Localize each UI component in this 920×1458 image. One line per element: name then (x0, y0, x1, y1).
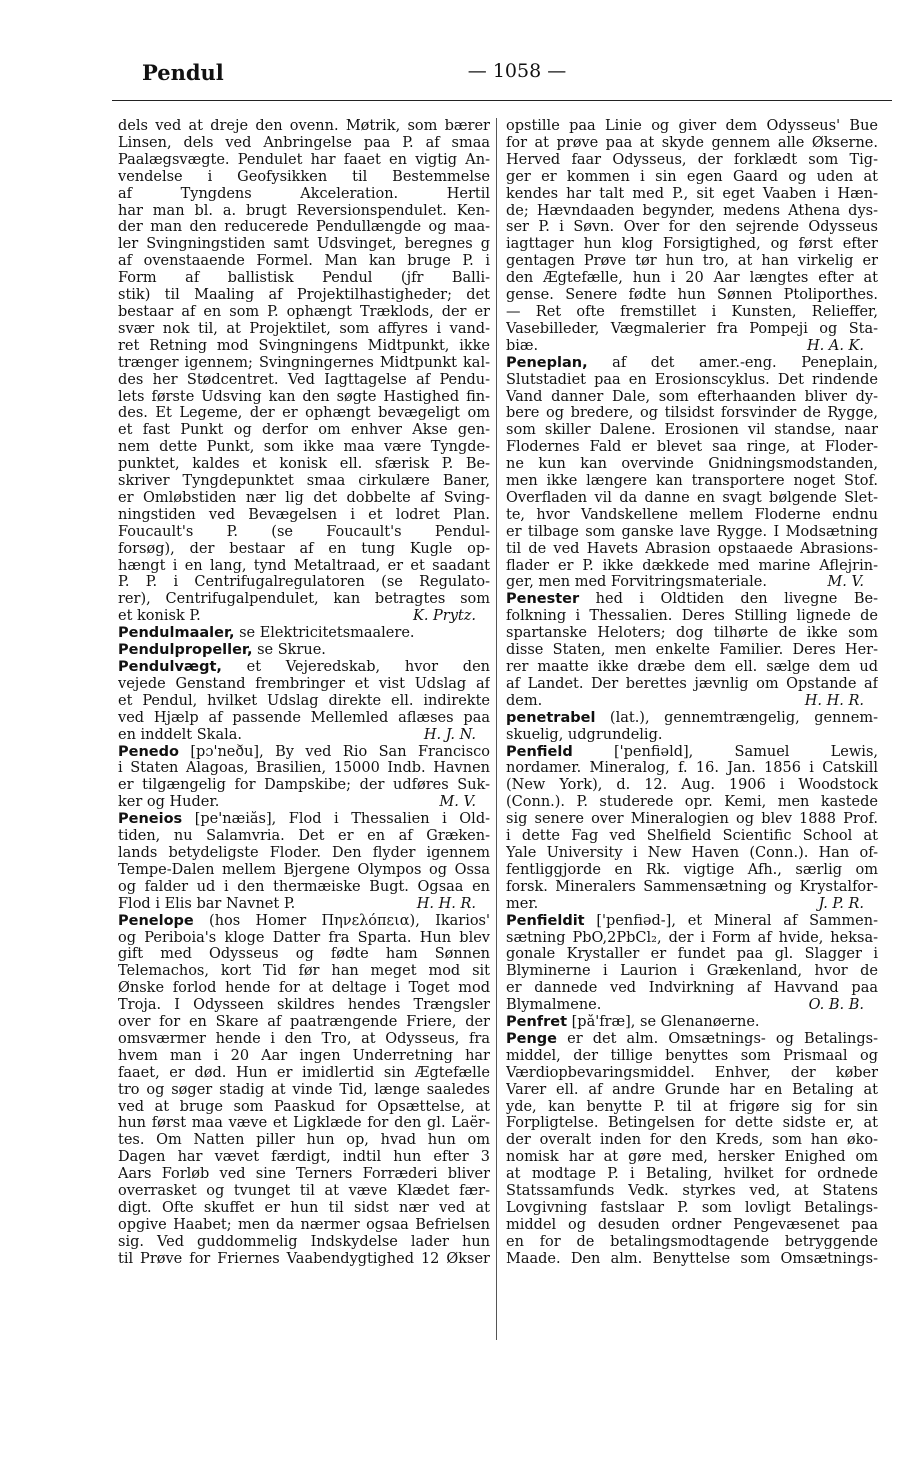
text-line: gentagen Prøve tør hun tro, at han virkelig er (506, 253, 878, 270)
text-line: skriver Tyngdepunktet smaa cirkulære Baner, (118, 473, 490, 490)
text-line: tro og søger stadig at vinde Tid, længe saaledes (118, 1081, 490, 1098)
line-text: Blymalmene. (506, 997, 602, 1014)
author-signature: K. Prytz. (412, 608, 476, 625)
text-line: Troja. I Odysseen skildres hendes Trængsler (118, 997, 490, 1014)
text-line (506, 1031, 878, 1048)
text-line: ret Retning mod Svingningens Midtpunkt, ikke (118, 337, 490, 354)
left-column (118, 118, 490, 1268)
entry-headword: Penelope (118, 912, 194, 929)
text-line: P. P. i Centrifugalregulatoren (se Regulato- (118, 574, 490, 591)
text-line: hængt i en lang, tynd Metaltraad, er et saadant (118, 557, 490, 574)
text-line: at modtage P. i Betaling, hvilket for ordnede (506, 1166, 878, 1183)
right-column (506, 118, 878, 1268)
text-line: middel, der tillige benyttes som Prismaal og (506, 1047, 878, 1064)
text-line: kendes har talt med P., sit eget Vaaben i Hæn- (506, 185, 878, 202)
text-line: hun først maa væve et Ligklæde for den gl. Laër- (118, 1115, 490, 1132)
author-signature: M. V. (827, 574, 864, 591)
text-line: af Tyngdens Akceleration. Hertil (118, 185, 490, 202)
text-line: Form af ballistisk Pendul (jfr Balli- (118, 270, 490, 287)
text-line: ved at bruge som Paaskud for Opsættelse, at (118, 1098, 490, 1115)
text-line: gift med Odysseus og fødte ham Sønnen (118, 946, 490, 963)
entry-text: [pe'næiås], Flod i Thessalien i Old- (182, 811, 490, 828)
text-line: til Prøve for Friernes Vaabendygtighed 12 Økser (118, 1250, 490, 1267)
text-line: i Staten Alagoas, Brasilien, 15000 Indb. Havnen (118, 760, 490, 777)
text-line: des her Stødcentret. Ved Iagttagelse af Pendu- (118, 371, 490, 388)
entry-headword: Pendulmaaler, (118, 625, 235, 642)
entry-headword: Penfieldit (506, 912, 585, 929)
entry-text: [pɔ'neðu], By ved Rio San Francisco (178, 743, 490, 760)
entry-headword: Penfield (506, 743, 573, 760)
text-line: dels ved at dreje den ovenn. Møtrik, som bærer (118, 118, 490, 134)
text-line: stik) til Maaling af Projektilhastigheder; det (118, 287, 490, 304)
text-line: svær nok til, at Projektilet, som affyres i vand- (118, 320, 490, 337)
text-line (506, 574, 878, 591)
entry-headword: Pendulvægt, (118, 659, 222, 675)
text-line (506, 338, 878, 355)
text-line: lets første Udsving kan den søgte Hastighed fin- (118, 388, 490, 405)
entry-text: af det amer.-eng. Peneplain, (587, 354, 878, 371)
text-line: skuelig, udgrundelig. (506, 726, 663, 743)
text-line: (Conn.). P. studerede opr. Kemi, men kastede (506, 794, 878, 811)
text-line: Blyminerne i Laurion i Grækenland, hvor de (506, 963, 878, 980)
text-line: som skiller Dalene. Erosionen vil standse, naar (506, 422, 878, 439)
entry-text: et Vejeredskab, hvor den (221, 659, 490, 675)
text-line: vejede Genstand frembringer et vist Udslag af (118, 675, 490, 692)
text-line: Yale University i New Haven (Conn.). Han of- (506, 844, 878, 861)
text-line: men ikke længere kan transportere noget Stof. (506, 473, 878, 490)
text-line: trænger igennem; Svingningernes Midtpunkt kal- (118, 354, 490, 371)
line-text: ger, men med Forvitringsmateriale. (506, 574, 767, 591)
text-line: — Ret ofte fremstillet i Kunsten, Relieffer, (506, 303, 878, 320)
text-line: fentliggjorde en Rk. vigtige Afh., særlig om (506, 861, 878, 878)
entry-text: se Elektricitetsmaalere. (234, 625, 415, 642)
entry-headword: Peneplan, (506, 354, 588, 371)
text-line: ler Svingningstiden samt Udsvinget, beregnes g (118, 236, 490, 253)
line-text: biæ. (506, 337, 539, 354)
text-line: ger er kommen i sin egen Gaard og uden at (506, 168, 878, 185)
text-line: Vasebilleder, Vægmalerier fra Pompeji og Sta- (506, 320, 878, 337)
text-line: spartanske Heloters; dog tilhørte de ikke som (506, 625, 878, 642)
text-line: opgive Haabet; men da nærmer ogsaa Befrielsen (118, 1216, 490, 1233)
text-line: Værdiopbevaringsmiddel. Enhver, der køber (506, 1064, 878, 1081)
text-line: disse Staten, men enkelte Familier. Deres Her- (506, 642, 878, 659)
text-line (506, 896, 878, 913)
line-text: Flod i Elis bar Navnet P. (118, 895, 296, 912)
line-text: dem. (506, 692, 543, 709)
text-line: Varer ell. af andre Grunde har en Betaling at (506, 1081, 878, 1098)
text-line (118, 896, 490, 913)
text-line (118, 659, 490, 676)
text-line: et Pendul, hvilket Udslag direkte ell. indirekte (118, 692, 490, 709)
author-signature: H. A. K. (807, 337, 864, 354)
author-signature: J. P. R. (818, 895, 864, 912)
text-line (118, 744, 490, 761)
text-line: tiden, nu Salamvria. Det er en af Græken- (118, 828, 490, 845)
text-line (506, 744, 878, 761)
text-line (506, 591, 878, 608)
text-line: er Omløbstiden nær lig det dobbelte af Sving- (118, 489, 490, 506)
text-line (506, 710, 878, 727)
running-headword: Pendul (142, 60, 224, 85)
text-line: gonale Krystaller er fundet paa gl. Slagger i (506, 946, 878, 963)
entry-text: er det alm. Omsætnings- og Betalings- (557, 1030, 878, 1047)
text-line: Herved faar Odysseus, der forklædt som Tig- (506, 151, 878, 168)
text-line: og falder ud i den thermæiske Bugt. Ogsaa en (118, 878, 490, 895)
text-line: overrasket og tvunget til at væve Klædet fær- (118, 1183, 490, 1200)
text-line: Linsen, dels ved Anbringelse paa P. af smaa (118, 134, 490, 151)
entry-headword: Penge (506, 1030, 557, 1047)
header-rule (112, 100, 892, 101)
text-line: Lovgivning fastslaar P. som lovligt Betalings- (506, 1200, 878, 1216)
text-line: te, hvor Vandskellene mellem Floderne endnu (506, 506, 878, 523)
text-line: forsk. Mineralers Sammensætning og Krystalfor- (506, 878, 878, 895)
text-line: yde, kan benytte P. til at frigøre sig for sin (506, 1098, 878, 1115)
text-line: til de ved Havets Abrasion opstaaede Abrasions- (506, 540, 878, 557)
text-line: ser P. i Søvn. Over for den sejrende Odysseus (506, 219, 878, 236)
entry-text: [på'fræ], se Glenanøerne. (567, 1014, 760, 1031)
author-signature: O. B. B. (808, 997, 864, 1014)
line-text: ker og Huder. (118, 794, 220, 811)
text-line: middel og desuden ordner Pengevæsenet paa (506, 1216, 878, 1233)
text-line: der man den reducerede Pendullængde og maa- (118, 219, 490, 236)
text-line (506, 1014, 878, 1031)
entry-text: se Skrue. (252, 642, 326, 659)
entry-text: (hos Homer Πηνελόπεια), Ikarios' (193, 912, 490, 929)
text-line: Tempe-Dalen mellem Bjergene Olympos og Ossa (118, 861, 490, 878)
text-line: rer), Centrifugalpendulet, kan betragtes som (118, 591, 490, 608)
entry-headword: Penfret (506, 1014, 568, 1031)
text-line: folkning i Thessalien. Deres Stilling lignede de (506, 608, 878, 625)
text-line: faaet, er død. Hun er imidlertid sin Ægtefælle (118, 1064, 490, 1081)
text-line: Maade. Den alm. Benyttelse som Omsætnings- (506, 1250, 878, 1267)
text-line: nordamer. Mineralog, f. 16. Jan. 1856 i Catskill (506, 760, 878, 777)
text-line: flader er P. ikke dækkede med marine Aflejrin- (506, 557, 878, 574)
entry-headword: Penester (506, 591, 580, 608)
text-line: Statssamfunds Vedk. styrkes ved, at Statens (506, 1183, 878, 1200)
text-line: er tilgængelig for Dampskibe; der udføres Suk- (118, 777, 490, 794)
author-signature: H. H. R. (804, 692, 864, 709)
text-line (118, 727, 490, 744)
text-line (506, 913, 878, 930)
text-line (118, 642, 490, 659)
text-line: sig. Ved guddommelig Indskydelse lader hun (118, 1233, 490, 1250)
text-line (118, 608, 490, 625)
text-line: af ovenstaaende Formel. Man kan bruge P. i (118, 253, 490, 270)
text-line (118, 913, 490, 930)
entry-headword: penetrabel (506, 709, 596, 726)
text-line: Flodernes Fald er blevet saa ringe, at Floder- (506, 439, 878, 456)
column-divider (496, 118, 497, 1340)
text-line: gense. Senere fødte hun Sønnen Ptoliporthes. (506, 287, 878, 304)
text-line: digt. Ofte skuffet er hun til sidst nær ved at (118, 1200, 490, 1216)
text-line: de; Hævndaaden begynder, medens Athena dys- (506, 202, 878, 219)
text-line: des. Et Legeme, der er ophængt bevægeligt om (118, 405, 490, 422)
entry-text: hed i Oldtiden den livegne Be- (579, 591, 878, 608)
text-line: et fast Punkt og derfor om enhver Akse gen- (118, 422, 490, 439)
text-line: for at prøve paa at skyde gennem alle Økserne. (506, 134, 878, 151)
text-line: Dagen har vævet færdigt, indtil hun efter 3 (118, 1149, 490, 1166)
text-line: i dette Fag ved Shelfield Scientific School at (506, 828, 878, 845)
text-line (506, 693, 878, 710)
text-line: forsøg), der bestaar af en tung Kugle op- (118, 540, 490, 557)
text-line (506, 355, 878, 372)
text-line: Ønske forlod hende for at deltage i Toget mod (118, 980, 490, 997)
text-line (506, 997, 878, 1014)
entry-headword: Peneios (118, 811, 183, 828)
text-line: bere og bredere, og tilsidst forsvinder de Rygge, (506, 405, 878, 422)
text-line: der overalt inden for den Kreds, som han øko- (506, 1132, 878, 1149)
text-line: tes. Om Natten piller hun op, hvad hun om (118, 1132, 490, 1149)
line-text: mer. (506, 895, 539, 912)
entry-text: (lat.), gennemtrængelig, gennem- (595, 709, 878, 726)
text-line: er dannede ved Indvirkning af Havvand paa (506, 980, 878, 997)
text-line: sig senere over Mineralogien og blev 1888 Prof. (506, 811, 878, 828)
text-line: ningstiden ved Bevægelsen i et lodret Plan. (118, 506, 490, 523)
text-line: omsværmer hende i den Tro, at Odysseus, fra (118, 1030, 490, 1047)
text-line (118, 811, 490, 828)
line-text: et konisk P. (118, 608, 201, 625)
text-line: Slutstadiet paa en Erosionscyklus. Det rindende (506, 371, 878, 388)
text-line: opstille paa Linie og giver dem Odysseus' Bue (506, 118, 878, 134)
author-signature: M. V. (439, 794, 476, 811)
entry-headword: Penedo (118, 743, 179, 760)
text-line: Vand danner Dale, som efterhaanden bliver dy- (506, 388, 878, 405)
text-line: ne kun kan overvinde Gnidningsmodstanden, (506, 456, 878, 473)
text-line: lands betydeligste Floder. Den flyder igennem (118, 844, 490, 861)
text-line: Telemachos, kort Tid før han meget mod sit (118, 963, 490, 980)
text-line: har man bl. a. brugt Reversionspendulet. Ken- (118, 202, 490, 219)
text-line: over for en Skare af paatrængende Friere, der (118, 1014, 490, 1031)
text-line: punktet, kaldes et konisk ell. sfærisk P. Be- (118, 456, 490, 473)
entry-text: ['penfiəd-], et Mineral af Sammen- (584, 912, 878, 929)
author-signature: H. J. N. (423, 726, 476, 743)
entry-headword: Pendulpropeller, (118, 642, 253, 659)
text-line: hvem man i 20 Aar ingen Underretning har (118, 1047, 490, 1064)
text-line: bestaar af en som P. ophængt Træklods, der er (118, 303, 490, 320)
text-line: Forpligtelse. Betingelsen for dette sidste er, at (506, 1115, 878, 1132)
line-text: en inddelt Skala. (118, 726, 242, 743)
entry-text: ['penfiəld], Samuel Lewis, (572, 743, 878, 760)
text-line (118, 794, 490, 811)
text-line: rer maatte ikke dræbe dem ell. sælge dem ud (506, 659, 878, 675)
text-line (118, 625, 490, 642)
text-line: Foucault's P. (se Foucault's Pendul- (118, 523, 490, 540)
author-signature: H. H. R. (416, 895, 476, 912)
text-line: (New York), d. 12. Aug. 1906 i Woodstock (506, 777, 878, 794)
text-line: er tilbage som ganske lave Rygge. I Modsætning (506, 523, 878, 540)
text-line: Paalægsvægte. Pendulet har faaet en vigtig An- (118, 151, 490, 168)
text-line: ved Hjælp af passende Mellemled aflæses paa (118, 709, 490, 726)
text-line: og Periboia's kloge Datter fra Sparta. Hun blev (118, 929, 490, 946)
text-line: sætning PbO,2PbCl₂, der i Form af hvide, heksa- (506, 929, 878, 946)
page-header (142, 60, 862, 92)
text-line: nomisk har at gøre med, hersker Enighed om (506, 1149, 878, 1166)
text-line: Aars Forløb ved sine Terners Forræderi bliver (118, 1166, 490, 1183)
text-line: nem dette Punkt, som ikke maa være Tyngde- (118, 439, 490, 456)
text-line: af Landet. Der berettes jævnlig om Opstande af (506, 675, 878, 692)
text-line: Overfladen vil da danne en svagt bølgende Slet- (506, 489, 878, 506)
text-line: en for de betalingsmodtagende betryggende (506, 1233, 878, 1250)
page-number: — 1058 — (467, 60, 567, 82)
text-line: vendelse i Geofysikken til Bestemmelse (118, 168, 490, 185)
text-line: iagttager hun klog Forsigtighed, og først efter (506, 236, 878, 253)
text-line: den Ægtefælle, hun i 20 Aar længtes efter at (506, 270, 878, 287)
